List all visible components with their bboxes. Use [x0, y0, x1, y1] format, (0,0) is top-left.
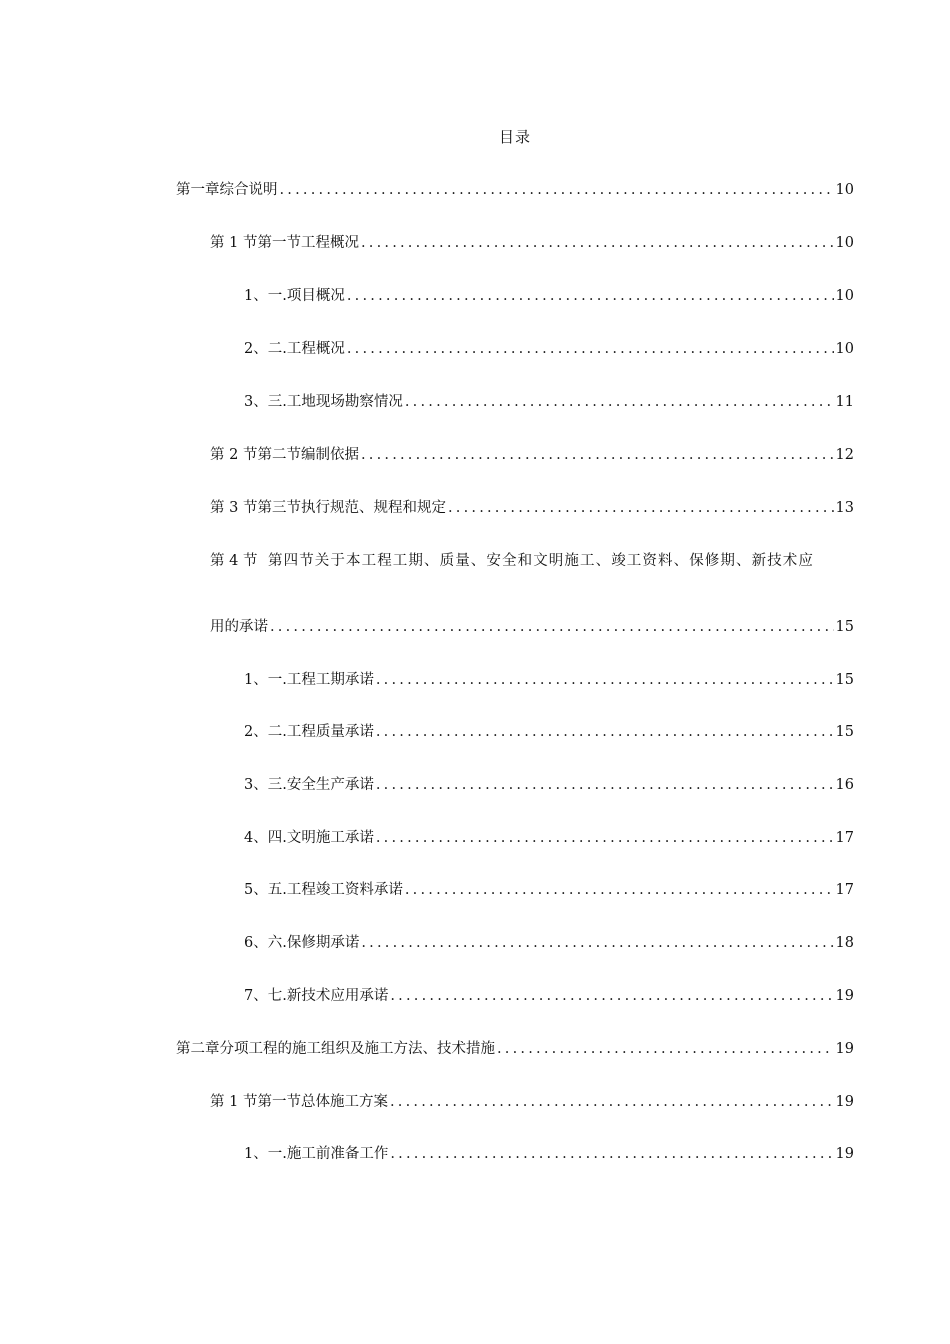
toc-entry-subsection[interactable] — [244, 721, 854, 743]
toc-entry-subsection[interactable] — [244, 932, 854, 954]
toc-entry-page: 19 — [835, 988, 854, 1004]
toc-entry-subsection[interactable] — [244, 879, 854, 901]
toc-entry-label: 一.工程工期承诺 — [267, 672, 374, 688]
toc-leader-dots — [448, 497, 834, 519]
toc-leader-dots — [390, 985, 833, 1007]
toc-entry-label: 二.工程概况 — [267, 341, 345, 357]
toc-entry-section-long-continued[interactable] — [210, 616, 854, 638]
toc-entry-page: 10 — [835, 341, 854, 357]
toc-entry-number: 3、 — [244, 394, 268, 410]
toc-entry-label-line2: 用的承诺 — [210, 619, 268, 635]
toc-entry-section[interactable] — [210, 497, 854, 519]
toc-entry-page: 18 — [835, 935, 854, 951]
toc-entry-number: 1、 — [244, 1146, 268, 1162]
toc-entry-number: 1、 — [244, 672, 268, 688]
toc-leader-dots — [376, 721, 834, 743]
toc-entry-page: 15 — [835, 672, 854, 688]
toc-leader-dots — [270, 616, 834, 638]
toc-entry-label: 综合说明 — [219, 182, 278, 198]
toc-entry-subsection[interactable] — [244, 774, 854, 796]
toc-entry-page: 12 — [835, 447, 854, 463]
toc-entry-label: 七.新技术应用承诺 — [267, 988, 389, 1004]
toc-entry-page: 13 — [835, 500, 854, 516]
toc-entry-number: 2、 — [244, 724, 268, 740]
toc-entry-page: 16 — [835, 777, 854, 793]
toc-entry-label: 一.施工前准备工作 — [267, 1146, 389, 1162]
toc-leader-dots — [390, 1091, 834, 1113]
toc-entry-label: 第一节总体施工方案 — [257, 1094, 388, 1110]
toc-entry-label: 第二节编制依据 — [257, 447, 359, 463]
toc-entry-subsection[interactable] — [244, 285, 854, 307]
toc-entry-section[interactable] — [210, 444, 854, 466]
toc-entry-chapter-2[interactable] — [176, 1038, 854, 1060]
toc-entry-label: 第三节执行规范、规程和规定 — [257, 500, 446, 516]
toc-entry-number: 第二章 — [176, 1041, 220, 1057]
toc-leader-dots — [376, 669, 834, 691]
toc-entry-number: 第一章 — [176, 182, 220, 198]
toc-entry-number: 4、 — [244, 830, 268, 846]
toc-entry-subsection[interactable] — [244, 827, 854, 849]
toc-entry-subsection[interactable] — [244, 985, 854, 1007]
toc-entry-label: 五.工程竣工资料承诺 — [267, 882, 403, 898]
toc-entry-label: 三.工地现场勘察情况 — [267, 394, 403, 410]
toc-entry-page: 11 — [835, 394, 854, 410]
toc-leader-dots — [347, 285, 834, 307]
toc-entry-number: 1、 — [244, 288, 268, 304]
toc-entry-number: 第 2 节 — [210, 447, 258, 463]
toc-entry-label: 第一节工程概况 — [257, 235, 359, 251]
toc-entry-number: 5、 — [244, 882, 268, 898]
toc-leader-dots — [347, 338, 834, 360]
toc-entry-page: 15 — [835, 724, 854, 740]
toc-entry-subsection[interactable] — [244, 338, 854, 360]
toc-entry-number: 第 3 节 — [210, 500, 258, 516]
toc-entry-number: 第 1 节 — [210, 1094, 258, 1110]
toc-entry-page: 10 — [835, 288, 854, 304]
toc-entry-page: 17 — [835, 882, 854, 898]
toc-leader-dots — [390, 1143, 833, 1165]
toc-leader-dots — [376, 827, 834, 849]
toc-entry-number: 第 1 节 — [210, 235, 258, 251]
toc-entry-number: 6、 — [244, 935, 268, 951]
toc-entry-page: 10 — [835, 182, 854, 198]
toc-entry-section-long[interactable] — [210, 550, 814, 572]
toc-entry-page: 19 — [835, 1094, 854, 1110]
toc-entry-number: 3、 — [244, 777, 268, 793]
toc-entry-label: 二.工程质量承诺 — [267, 724, 374, 740]
toc-entry-page: 17 — [835, 830, 854, 846]
toc-entry-number: 第 4 节 — [210, 553, 258, 569]
toc-leader-dots — [497, 1038, 834, 1060]
toc-entry-label: 六.保修期承诺 — [267, 935, 360, 951]
toc-entry-page: 19 — [835, 1041, 854, 1057]
toc-entry-label: 一.项目概况 — [267, 288, 345, 304]
toc-entry-section[interactable] — [210, 1091, 854, 1113]
toc-entry-label: 三.安全生产承诺 — [267, 777, 374, 793]
toc-entry-page: 10 — [835, 235, 854, 251]
toc-entry-page: 19 — [835, 1146, 854, 1162]
toc-leader-dots — [376, 774, 834, 796]
toc-entry-label-line1: 第四节关于本工程工期、质量、安全和文明施工、竣工资料、保修期、新技术应 — [268, 553, 814, 569]
toc-leader-dots — [405, 391, 834, 413]
toc-leader-dots — [361, 444, 834, 466]
toc-leader-dots — [361, 232, 834, 254]
toc-entry-number: 7、 — [244, 988, 268, 1004]
toc-leader-dots — [280, 179, 834, 201]
toc-entry-subsection[interactable] — [244, 391, 854, 413]
toc-entry-section[interactable] — [210, 232, 854, 254]
toc-leader-dots — [405, 879, 834, 901]
toc-entry-chapter-1[interactable] — [176, 179, 854, 201]
toc-entry-page: 15 — [835, 619, 854, 635]
toc-entry-subsection[interactable] — [244, 1143, 854, 1165]
toc-title: 目录 — [498, 128, 531, 146]
toc-entry-subsection[interactable] — [244, 669, 854, 691]
toc-entry-label: 四.文明施工承诺 — [267, 830, 374, 846]
toc-leader-dots — [361, 932, 833, 954]
toc-entry-label: 分项工程的施工组织及施工方法、技术措施 — [219, 1041, 495, 1057]
toc-entry-number: 2、 — [244, 341, 268, 357]
